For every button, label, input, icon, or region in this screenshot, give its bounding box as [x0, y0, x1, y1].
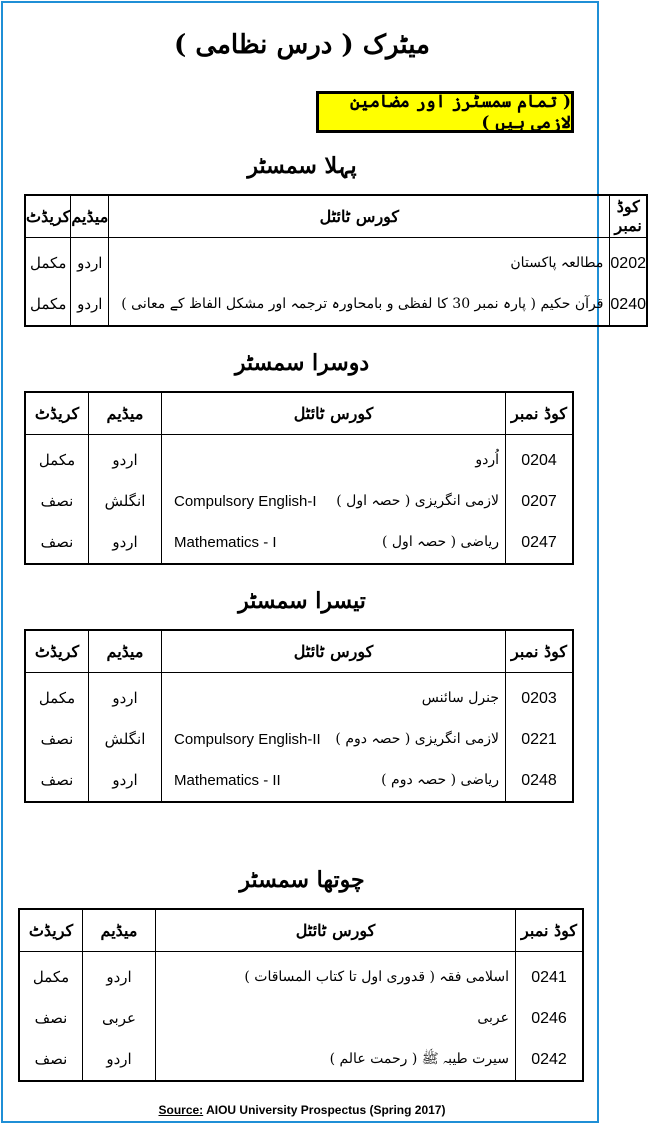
credit-value: نصف: [40, 491, 74, 510]
course-code: 0207: [521, 492, 557, 510]
course-title-cell: [109, 237, 610, 326]
source-label: Source:: [158, 1103, 204, 1117]
medium-cell: [83, 951, 156, 1081]
header-code: کوڈ نمبر: [610, 195, 647, 237]
course-code: 0240: [610, 295, 646, 313]
course-title-urdu: ریاضی ( حصہ اول ): [381, 533, 499, 550]
medium-value: عربی: [102, 1008, 136, 1027]
medium-value: اردو: [106, 1049, 132, 1068]
credit-value: نصف: [34, 1008, 68, 1027]
course-title: [109, 243, 609, 284]
course-title-cell: [162, 434, 506, 564]
medium-cell: [89, 672, 162, 802]
course-title-urdu: عربی: [477, 1009, 509, 1026]
semester-heading-1: پہلا سمسٹر: [247, 153, 357, 179]
medium-cell: [89, 434, 162, 564]
table-row: [25, 434, 573, 564]
header-credit: کریڈٹ: [25, 392, 89, 434]
credit-cell: [25, 237, 71, 326]
header-row: [25, 392, 573, 434]
medium-value: اردو: [112, 450, 138, 469]
course-title: [162, 522, 505, 563]
semester-heading-4: چوتھا سمسٹر: [239, 867, 365, 893]
medium-value: اردو: [106, 967, 132, 986]
compulsory-notice: ( تمام سمسٹرز اور مضامین لازمی ہیں ): [316, 91, 574, 133]
header-row: [25, 630, 573, 672]
course-code: 0203: [521, 689, 557, 707]
source-text: AIOU University Prospectus (Spring 2017): [203, 1103, 446, 1117]
medium-value: اردو: [77, 294, 103, 313]
course-code: 0246: [531, 1009, 567, 1027]
course-title: [162, 760, 505, 801]
credit-value: مکمل: [30, 294, 67, 313]
semester-table-4: [18, 908, 584, 1082]
page-title: میٹرک ( درس نظامی ): [173, 30, 430, 60]
credit-value: نصف: [40, 729, 74, 748]
header-course-title: کورس ٹائٹل: [162, 630, 506, 672]
code-cell: [506, 672, 574, 802]
header-course-title: کورس ٹائٹل: [156, 909, 516, 951]
header-code: کوڈ نمبر: [516, 909, 584, 951]
semester-table-3: [24, 629, 574, 803]
header-credit: کریڈٹ: [19, 909, 83, 951]
course-title: [162, 678, 505, 719]
course-title-cell: [156, 951, 516, 1081]
medium-value: انگلش: [104, 729, 146, 748]
credit-value: نصف: [40, 770, 74, 789]
course-code: 0242: [531, 1050, 567, 1068]
credit-value: مکمل: [38, 688, 76, 707]
course-title-english: Compulsory English-I: [174, 492, 317, 510]
code-cell: [516, 951, 584, 1081]
course-title: [162, 719, 505, 760]
table-row: [25, 672, 573, 802]
credit-value: مکمل: [30, 253, 67, 272]
medium-cell: [71, 237, 109, 326]
header-course-title: کورس ٹائٹل: [162, 392, 506, 434]
table-row: [25, 237, 647, 326]
source-note: [0, 1103, 604, 1117]
credit-cell: [25, 672, 89, 802]
course-title-english: Mathematics - II: [174, 771, 281, 789]
course-title: [156, 1039, 515, 1080]
course-title: [156, 998, 515, 1039]
course-title-urdu: قرآن حکیم ( پارہ نمبر 30 کا لفظی و بامحاورہ ترجمہ اور مشکل الفاظ کے معانی ): [121, 295, 604, 312]
code-cell: [610, 237, 647, 326]
course-code: 0241: [531, 968, 567, 986]
course-title-urdu: اسلامی فقہ ( قدوری اول تا کتاب المساقات ): [244, 968, 509, 985]
header-code: کوڈ نمبر: [506, 392, 574, 434]
header-code: کوڈ نمبر: [506, 630, 574, 672]
course-title-urdu: مطالعہ پاکستان: [510, 254, 604, 271]
course-code: 0202: [610, 254, 646, 272]
header-row: [19, 909, 583, 951]
table-row: [19, 951, 583, 1081]
course-title-urdu: جنرل سائنس: [421, 689, 499, 706]
medium-value: اردو: [77, 253, 103, 272]
credit-value: نصف: [34, 1049, 68, 1068]
credit-value: مکمل: [32, 967, 70, 986]
course-title-english: Compulsory English-II: [174, 730, 321, 748]
course-title-english: Mathematics - I: [174, 533, 277, 551]
course-code: 0248: [521, 771, 557, 789]
code-cell: [506, 434, 574, 564]
credit-value: مکمل: [38, 450, 76, 469]
semester-table-2: [24, 391, 574, 565]
medium-value: اردو: [112, 532, 138, 551]
header-row: [25, 195, 647, 237]
semester-heading-2: دوسرا سمسٹر: [234, 350, 370, 376]
header-medium: میڈیم: [89, 630, 162, 672]
medium-value: انگلش: [104, 491, 146, 510]
course-code: 0221: [521, 730, 557, 748]
semester-heading-3: تیسرا سمسٹر: [238, 588, 366, 614]
course-title: [156, 957, 515, 998]
course-title-cell: [162, 672, 506, 802]
course-title-urdu: سیرت طیبہ ﷺ ( رحمت عالم ): [329, 1050, 509, 1067]
course-title: [109, 284, 609, 325]
course-title-urdu: لازمی انگریزی ( حصہ دوم ): [335, 730, 499, 747]
medium-value: اردو: [112, 770, 138, 789]
header-course-title: کورس ٹائٹل: [109, 195, 610, 237]
header-medium: میڈیم: [83, 909, 156, 951]
credit-cell: [25, 434, 89, 564]
medium-value: اردو: [112, 688, 138, 707]
header-credit: کریڈٹ: [25, 630, 89, 672]
header-medium: میڈیم: [71, 195, 109, 237]
credit-value: نصف: [40, 532, 74, 551]
course-title-urdu: لازمی انگریزی ( حصہ اول ): [336, 492, 499, 509]
semester-table-1: [24, 194, 648, 327]
header-credit: کریڈٹ: [25, 195, 71, 237]
course-title-urdu: اُردو: [475, 451, 499, 468]
header-medium: میڈیم: [89, 392, 162, 434]
course-title: [162, 481, 505, 522]
course-title: [162, 440, 505, 481]
course-code: 0204: [521, 451, 557, 469]
course-code: 0247: [521, 533, 557, 551]
credit-cell: [19, 951, 83, 1081]
course-title-urdu: ریاضی ( حصہ دوم ): [381, 771, 499, 788]
